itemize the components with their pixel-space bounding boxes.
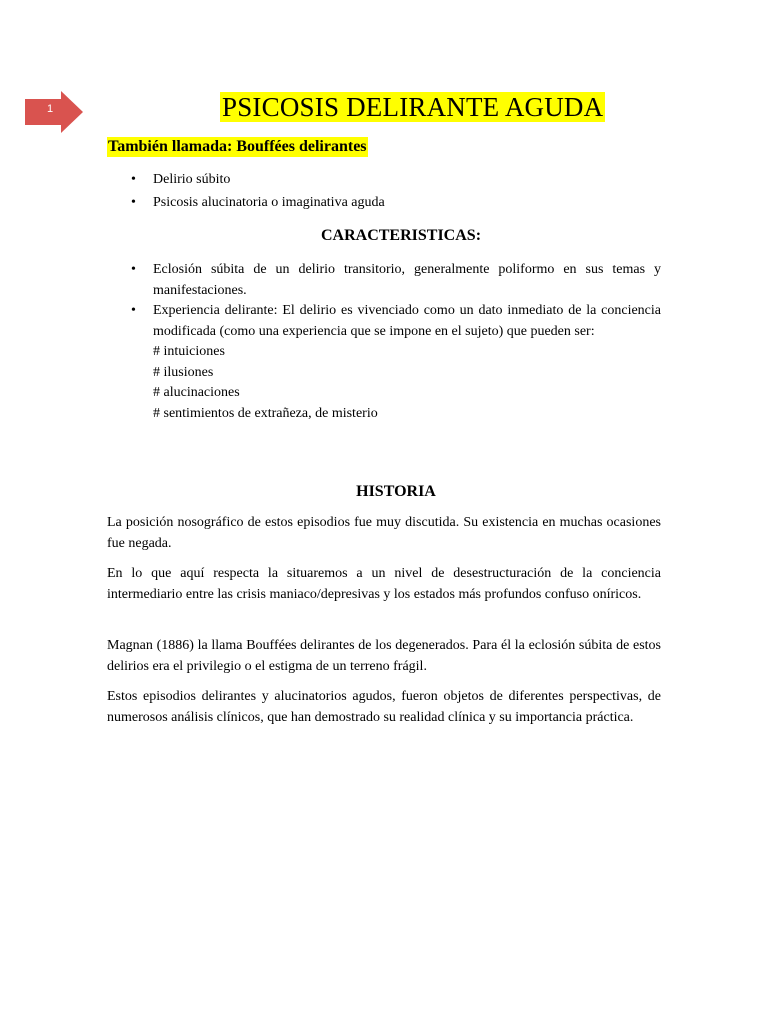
list-item	[131, 301, 661, 424]
list-item-text: Eclosión súbita de un delirio transitorio, generalmente poliformo en sus temas y manifestaciones.	[153, 262, 661, 298]
caracteristicas-list	[131, 260, 661, 424]
subitem: # intuiciones	[153, 344, 225, 359]
list-item	[131, 260, 661, 301]
subitem: # alucinaciones	[153, 385, 240, 400]
document-title: PSICOSIS DELIRANTE AGUDA	[222, 92, 604, 122]
page-number-marker	[25, 91, 83, 133]
paragraph: La posición nosográfico de estos episodios fue muy discutida. Su existencia en muchas ocasiones fue negada.	[107, 515, 661, 551]
paragraph: Magnan (1886) la llama Bouffées delirantes de los degenerados. Para él la eclosión súbita de estos delirios era el privilegio o el estigma de un terreno frágil.	[107, 638, 661, 674]
list-item-text: Experiencia delirante: El delirio es vivenciado como un dato inmediato de la conciencia modificada (como una experiencia que se impone en el sujeto) que pueden ser:	[153, 303, 661, 339]
synonyms-list	[131, 170, 431, 215]
subtitle: También llamada: Bouffées delirantes	[108, 138, 367, 155]
section-heading-caracteristicas: CARACTERISTICAS:	[320, 227, 482, 244]
paragraph: En lo que aquí respecta la situaremos a un nivel de desestructuración de la conciencia intermediario entre las crisis maniaco/depresivas y los estados más profundos confuso oníricos.	[107, 566, 661, 602]
list-item: • Delirio súbito	[131, 170, 431, 191]
section-heading-historia: HISTORIA	[356, 483, 436, 500]
subitem: # sentimientos de extrañeza, de misterio	[153, 405, 378, 421]
paragraph: Estos episodios delirantes y alucinatorios agudos, fueron objetos de diferentes perspectivas, de numerosos análisis clínicos, que han demostrado su realidad clínica y su importancia práctica.	[107, 689, 661, 725]
subitem: # ilusiones	[153, 364, 214, 380]
list-item: • Psicosis alucinatoria o imaginativa aguda	[131, 193, 431, 214]
page-number: 1	[46, 103, 54, 115]
